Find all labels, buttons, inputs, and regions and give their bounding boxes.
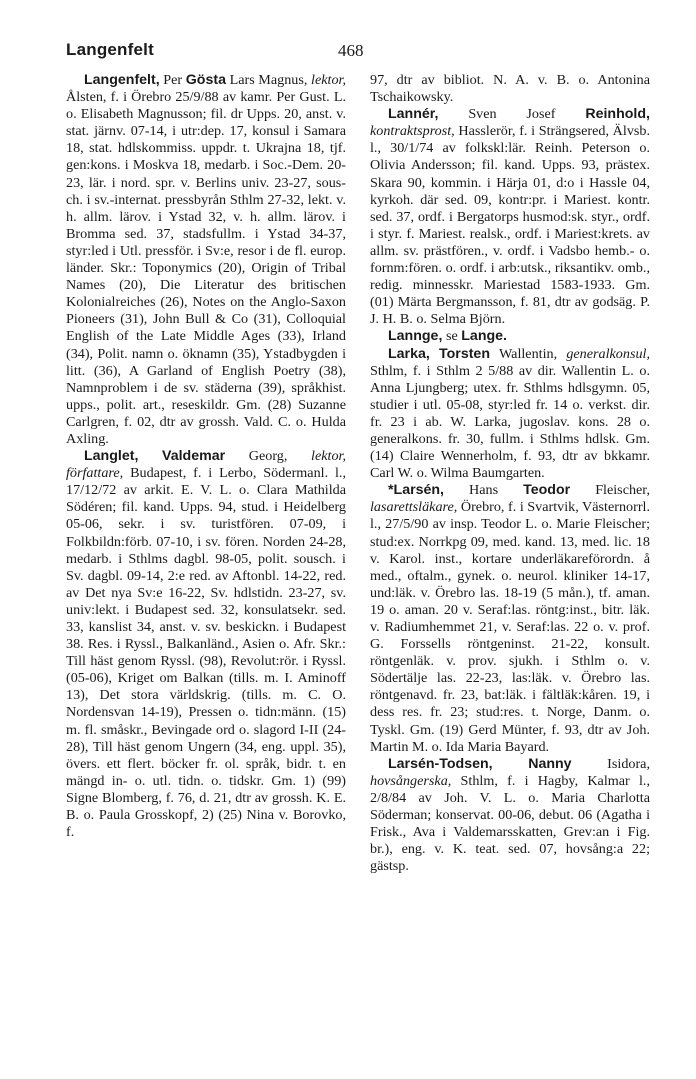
entry-text: 97, dtr av bibliot. N. A. v. B. o. Antonina Tschaikowsky.	[370, 72, 650, 106]
entry-surname: *Larsén,	[388, 482, 444, 499]
entry-middle-names: Lars Magnus,	[229, 72, 308, 88]
entry-surname: Larsén-Todsen,	[388, 755, 493, 772]
entry-given-name: Reinhold,	[585, 106, 650, 123]
entry-given-name: Nanny	[528, 755, 572, 772]
biography-entry	[370, 482, 650, 756]
entry-surname: Langenfelt,	[84, 72, 160, 88]
entry-text: Ålsten, f. i Örebro 25/9/88 av kamr. Per Gust. L. o. Elisabeth Magnusson; fil. dr Upps. 20, anst. v. stat. järnv. 07-14, i utr:dep. 17, konsul i Samara 18, stat. hdlskommiss. uppdr. t. Ukrajna 18, tjf. gen:kons. i Moskva 18, medarb. i Soc.-Dem. 20-23, lär. i nord. spr. v. Berlins univ. 23-27, sous-ch. i sv.-internat. pressbyrån Sthlm 27-32, lekt. v. h. allm. lärov. i Ystad 32, v. h. allm. lärov. i Bromma sed. 37, stadsfullm. i Ystad 34-37, styr:led i Utl. pressför. i Sv:e, resor i de fl. europ. länder. Skr.: Toponymics (20), Origin of Tribal Names (20), Die Literatur des britischen Kolonialreiches (26), Notes on the Anglo-Saxon Pioneers (31), John Bull & Co (31), Colloquial English of the Late Middle Ages (33), Irland (34), Polit. namn o. öknamn (35), Ystadbygden i litt. (36), A Garland of English Poetry (38), Namnproblem i de sv. städerna (39), språkhist. upps., polit. art., reseskildr. Gm. (28) Suzanne Carlgren, f. 02, dtr av grossh. Vald. C. o. Hulda Axling.	[66, 89, 346, 447]
entry-occupation: lektor,	[311, 72, 346, 88]
entry-text: Sthlm, f. i Hagby, Kalmar l., 2/8/84 av Joh. V. L. o. Maria Charlotta Söderman; konservat. 00-06, debut. 06 (Agatha i Frisk., Ava i Valdemarsskatten, Grev:an i Fig. br.), eng. v. K. teat. sed. 07, hovsång:a 22; gästsp.	[370, 772, 650, 875]
entry-text: Sthlm, f. i Sthlm 2 5/88 av dir. Wallentin L. o. Anna Ljungberg; utex. fr. Sthlms hdlsgymn. 05, studier i utl. 05-08, styr:led fr. 14 o. verkst. dir. fr. 23 i ab. W. Larka, jugoslav. kons. 28 o. generalkons. fr. 30, fullm. i Sthlms hdlsk. Gm. (14) Claire Wennerholm, f. 93, dtr av bkkamr. Carl W. o. Wilma Baumgarten.	[370, 362, 650, 482]
entry-occupation: generalkonsul,	[566, 345, 650, 362]
page-number: 468	[338, 41, 364, 60]
biography-entry	[66, 72, 346, 448]
biography-entry-continuation	[370, 72, 650, 106]
entry-given-name: Torsten	[439, 345, 490, 362]
entry-occupation: lasarettsläkare,	[370, 499, 458, 516]
entry-text: Budapest, f. i Lerbo, Södermanl. l., 17/12/72 av arkit. E. V. L. o. Clara Mathilda Södéren; fil. kand. Upps. 94, stud. i Heidelberg 05-06, sekr. i sv. turistfören. 07-09, i Folkbildn:förb. 07-10, i sv. fören. Norden 24-28, medarb. i Sthlms dagbl. 98-05, polit. sousch. i Sv. dagbl. 09-14, 2:e red. av Aftonbl. 14-22, red. av Det nya Sv:e 16-22, Sv. hdlstidn. 23-27, sv. univ:lekt. i Budapest sed. 32, konsulatsekr. sed. 33, kanslist 34, anst. v. sv. beskickn. i Budapest 38. Res. i Ryssl., Balkanländ., Asien o. Afr. Skr.: Till häst genom Ryssl. (98), Revolut:rör. i Ryssl. (05-06), Kriget om Balkan (tills. m. I. Aminoff 13), Det stora världskrig. (tills. m. C. O. Nordensvan 14-19), Pressen o. tidn:männ. (15) m. fl. småskr., Bevingade ord o. slagord I-II (24-28), Till häst genom Ungern (34, eng. uppl. 35), övers. ett flert. böcker fr. ol. språk, bidr. t. en mängd in- o. utl. tidn. o. tidskr. Gm. 1) (99) Signe Blomberg, f. 76, d. 21, dtr av grossh. K. E. B. o. Paula Grosskopf, 2) (25) Nina v. Borovko, f.	[66, 465, 346, 841]
entry-given-name: Teodor	[523, 482, 571, 499]
entry-text: Hasslerör, f. i Strängsered, Älvsb. l., 30/1/74 av folkskl:lär. Reinh. Peterson o. Olivia Andersson; fil. kand. Upps. 93, prästex. Skara 90, kommin. i Härja 01, d:o i Hassle 04, kyrkoh. där sed. 09, kontr:pr. i Mariest. kontr. sed. 37, ordf. i Bergatorps husmod:sk. styr., ordf. i styr. f. Mariest. realsk., ordf. i Mariest:krets. av allm. sv. prästfören., v. ordf. i Vadsbo hemb.- o. fornm:fören. o. ordf. i arb:utsk., riksantikv. omb., redig. minnesskr. Mariestad 1583-1933. Gm. (01) Märta Bergmansson, f. 81, dtr av godsäg. P. J. H. B. o. Selma Björn.	[370, 123, 650, 328]
right-column	[370, 72, 650, 875]
entry-text: Örebro, f. i Svartvik, Västernorrl. l., 27/5/90 av insp. Teodor L. o. Marie Fleischer; stud:ex. Norrkpg 09, med. kand. 13, med. lic. 18 v. Karol. inst., kortare underläkareförordn. å med., oftalm., gynek. o. neurol. kliniker 14-17, und:läk. v. Örebro las. 18-19 (5 mån.), tf. aman. 19 o. aman. 20 v. Seraf:las. röntg:inst., bitr. läk. v. Radiumhemmet 21, v. Seraf:las. 22 o. v. prof. G. Forssells röntgeninst. 21-22, konsult. röntgenläk. v. prov. sjukh. i Sthlm o. v. Södertälje las. 22-23, las:läk. v. Örebro las. röntgenavd. fr. 23, bat:läk. i fältläk:kåren. 19, i dess res. fr. 23; stud:res. t. Norge, Danm. o. Tyskl. Gm. (19) Gerd Münter, f. 93, dtr av Joh. Martin M. o. Ida Maria Bayard.	[370, 499, 650, 755]
entry-first-names: Per	[163, 72, 183, 88]
entry-surname: Langlet,	[84, 448, 139, 465]
entry-middle-names: Georg,	[248, 448, 288, 465]
entry-middle-names: Wallentin,	[498, 345, 558, 362]
entry-middle-names: Fleischer,	[595, 482, 650, 499]
cross-reference-entry	[370, 328, 650, 345]
entry-text: se	[445, 328, 458, 345]
entry-surname: Lannge,	[388, 328, 443, 345]
entry-middle-names: Isidora,	[607, 755, 650, 772]
running-head	[66, 40, 630, 64]
running-head-surname: Langenfelt	[66, 40, 154, 59]
entry-occupation: kontraktsprost,	[370, 123, 455, 140]
biography-entry	[66, 448, 346, 841]
entry-surname: Lannér,	[388, 106, 439, 123]
entry-first-names: Sven Josef	[468, 106, 556, 123]
entry-surname: Larka,	[388, 345, 430, 362]
entry-occupation: hovsångerska,	[370, 772, 452, 789]
biography-entry	[370, 106, 650, 328]
entry-given-name: Gösta	[185, 72, 226, 88]
entry-occupation: lektor, författare,	[66, 448, 346, 482]
see-reference: Lange.	[461, 328, 507, 345]
biography-entry	[370, 756, 650, 876]
left-column	[66, 72, 346, 841]
entry-given-name: Valdemar	[162, 448, 226, 465]
entry-first-names: Hans	[469, 482, 499, 499]
biography-entry	[370, 346, 650, 483]
